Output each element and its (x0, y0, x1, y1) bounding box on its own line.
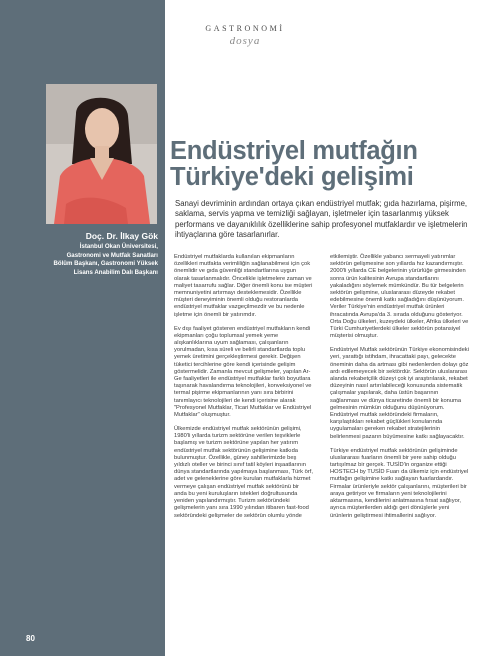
paragraph: Endüstriyel mutfaklarda kullanılan ekipmanların özellikleri mutfakta verimliliğin sağlanabilmesi için çok önemlidir ve gıda güvenliği standartlarına uygun olarak tasarlanmalıdır. Öncelikle işletmelere zaman ve maliyet tasarrufu sağlar. Diğer önemli konu ise müşteri memnuniyetini artırmayı desteklemesidir. Özellikle müşteri deneyiminin önemli olduğu restoranlarda endüstriyel mutfaklar vazgeçilmezdir ve bu nedenle işletme için önemli bir yatırımdır. (174, 254, 313, 318)
paragraph: etkilemiştir. Özellikle yabancı sermayeli yatırımlar sektörün gelişmesine son yıllarda hız kazandırmıştır. 2000'li yıllarda CE belgelerinin yürürlüğe girmesinden sonra ürün kalitesinin Avrupa standartlarını yakaladığını söylemek mümkündür. Bu tür belgelerin sektörün gelişmine, uluslararası düzeyde rekabet edebilmesine önemli katkı sağladığını düşünüyorum. Veriler Türkiye'nin endüstriyel mutfak ürünleri ihracatında Avrupa'da 3. sırada olduğunu gösteriyor. Orta Doğu ülkeleri, kuzeydeki ülkeler, Afrika ülkeleri ve Türki Cumhuriyetlerdeki ülkeler sektörün potansiyel müşterisi olmuştur. (330, 254, 469, 340)
page-number: 80 (26, 634, 35, 643)
section-label: dosya (229, 35, 261, 47)
article-title (170, 138, 470, 190)
article-title-line: Endüstriyel mutfağın (170, 137, 418, 165)
author-block (0, 231, 158, 277)
article-title-line: Türkiye'deki gelişimi (170, 163, 414, 191)
author-photo (46, 84, 157, 224)
author-affiliation-line: Gastronomi ve Mutfak Sanatları (66, 251, 158, 259)
article-column-right (330, 254, 469, 527)
paragraph: Endüstriyel Mutfak sektörünün Türkiye ekonomisindeki yeri, yarattığı istihdam, ihracattaki payı, gelecekte öneminin daha da artması gibi nedenlerden dolayı göz ardı edilemeyecek bir sektördür. Sektörün uluslararası alanda rekabetçilik düzeyi çok iyi araştırılarak, rekabet düzeyinin nasıl artırılabileceği konusunda sistematik çalışmalar yapılarak, daha üstün başarının sağlanması ve dünya ticaretinde önemli bir konuma gelmesinin mümkün olduğunu düşünüyorum. Endüstriyel mutfak sektöründeki firmaların, karşılaştıkları rekabet güçlükleri konularında uygulamaları gereken rekabet stratejilerinin belirlenmesi pazarın büyümesine katkı sağlayacaktır. (330, 347, 469, 440)
author-affiliation-line: İstanbul Okan Üniversitesi, (79, 243, 158, 250)
article-lead: Sanayi devriminin ardından ortaya çıkan endüstriyel mutfak; gıda hazırlama, pişirme, saklama, servis yapma ve temizliği sağlayan, işletmeler için tasarlanmış yüksek performans ve dayanıklılık özelliklerine sahip profesyonel mutfaklardır ve işletmelerin ihtiyaçlarına göre tasarlanırlar. (175, 199, 468, 239)
author-affiliation-line: Lisans Anabilim Dalı Başkanı (73, 268, 158, 276)
magazine-header (185, 24, 305, 47)
author-name: Doç. Dr. İlkay Gök (85, 231, 158, 241)
paragraph: Ev dışı faaliyet gösteren endüstriyel mutfakların kendi ekipmanları çoğu toplumsal yemek yeme alışkanlıklarına uyum sağlaması, çalışanların yorulmadan, kısa süreli ve belirli standartlarda toplu yemek üretimini gerçekleştirmesi gerekir. Değişen tüketici tercihlerine göre kendi içerisinde gelişim göstermelidir. Zamanla mevcut gelişmeler, yapılan Ar-Ge faaliyetleri ile endüstriyel mutfaklar farklı boyutlara taşınarak havalandırma teknolojileri, konveksiyonel ve termal pişirme ekipmanlarının yanı sıra birbirini tanımlayıcı teknolojileri de kendi içerisine alarak "Profesyonel Mutfaklar, Ticari Mutfaklar ve Endüstriyel Mutfaklar" oluşmuştur. (174, 325, 312, 419)
author-portrait-image (46, 84, 157, 224)
paragraph: Türkiye endüstriyel mutfak sektörünün gelişiminde uluslararası fuarların önemli bir yere sahip olduğu tartışılmaz bir gerçek. TUSİD'in organize ettiği HOSTECH by TUSİD Fuarı da ülkemiz için endüstriyel mutfağın gelişimine katkı sağlayan fuarlardandır. Firmalar ürünleriyle sektör çalışanlarını, müşterileri bir araya getiriyor ve firmaların yeni teknolojilerini aktarmasına, kendilerini anlatmasına fırsat sağlıyor, ayrıca müşterilerden aldığı geri dönüşlerle yeni ürünlerin geliştirmesi ihtimallerini sağlıyor. (330, 447, 469, 519)
brand-label: GASTRONOMİ (205, 24, 285, 33)
article-column-left (174, 254, 313, 527)
paragraph: Ülkemizde endüstriyel mutfak sektörünün gelişimi, 1980'li yıllarda turizm sektörüne verilen teşviklerle başlamış ve turizm sektörüne yapılan her yatırım endüstriyel mutfak sektörünün gelişimine katkıda bulunmuştur. Özellikle, güney sahillerimizde beş yıldızlı oteller ve birinci sınıf tatil köyleri inşaatlarının dünya standartlarında yapılmaya başlanması, Türk örf, adet ve geleneklerine göre kurulan mutfaklarla hizmet vermeye çalışan endüstriyel mutfak sektörünü bir anda bu yeni kuruluşların istekleri doğrultusunda yeniden yapılandırmıştır. Turizm sektöründeki gelişmelerin yanı sıra 1990 yılından itibaren fast-food sektöründeki gelişmeler de sektörün olumlu yönde (174, 426, 313, 519)
author-affiliation-line: Bölüm Başkanı, Gastronomi Yüksek (53, 260, 158, 268)
